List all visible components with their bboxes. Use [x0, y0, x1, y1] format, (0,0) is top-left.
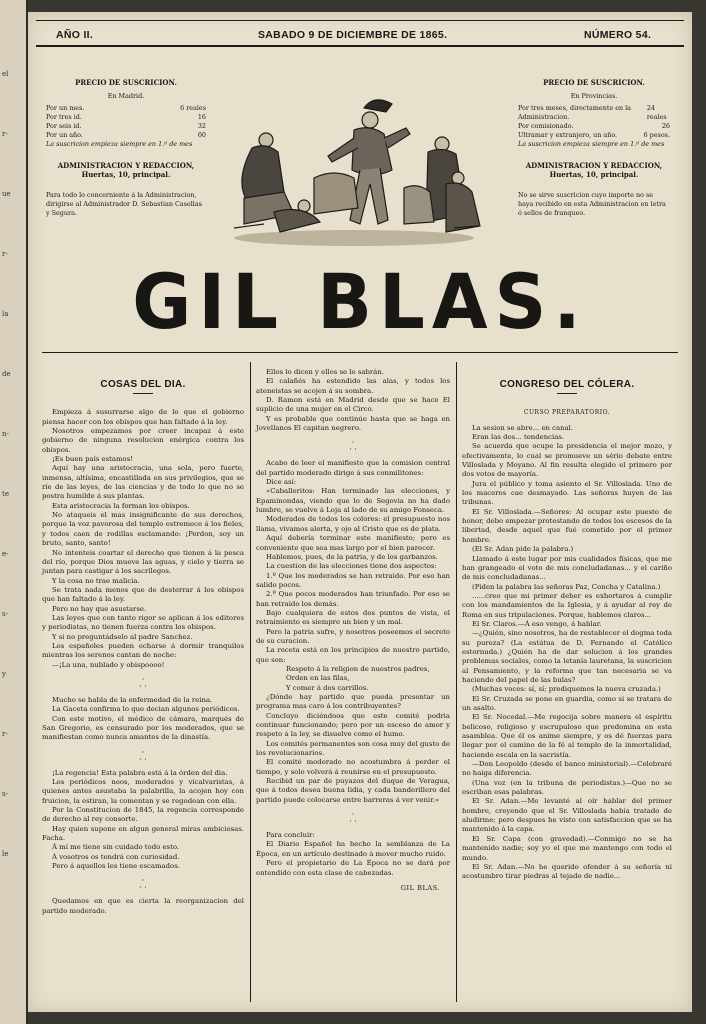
article-block — [462, 424, 672, 882]
column-divider-1 — [250, 362, 251, 1002]
price-period: Ultramar y extranjero, un año. — [518, 131, 618, 139]
paragraph: Se acuerda que ocupe la presidencia el mejor mozo, y efectivamente, lo cual se promueve un sério debate entre Villoslada y Moyano. Al fin resulta elegido el primero por dos votos de mayoría. — [462, 442, 672, 479]
paragraph: Se trata nada menos que de desterrar á los obispos que han faltado á la ley. — [42, 585, 244, 604]
previous-page-fragment: s- — [2, 610, 8, 618]
paragraph: El Diario Español ha hecho la semblanza de La Época, en un artículo destinado á mover mucho ruido. — [256, 840, 450, 858]
paragraph: Por la Constitucion de 1845, la regencia corresponde de derecho al rey consorte. — [42, 806, 244, 824]
paragraph: (Una voz (en la tribuna de periodistas.)—Que no se escriban esas palabras. — [462, 778, 672, 797]
paragraph: Y si no preguntádselo al padre Sanchez. — [52, 632, 193, 641]
previous-page-fragment: n- — [2, 430, 9, 438]
paragraph: Moderados de todos los colores: el presupuesto nos llama, vivamos alerta, y ojo al Cristo que es de plata. — [256, 515, 450, 533]
newspaper-title: GIL BLAS. — [132, 257, 588, 347]
admin-heading: ADMINISTRACION Y REDACCION, — [57, 161, 195, 170]
paragraph: El Sr. Cruzada se pone en guardia, como si se tratara de un asalto. — [462, 694, 672, 712]
paragraph: La receta está en los principios de nuestro partido, que son: — [256, 646, 450, 664]
paragraph: D. Ramon está en Madrid desde que se hace El suplicio de una mujer en el Circo. — [256, 396, 450, 414]
price-row — [518, 122, 670, 131]
previous-page-fragment: de — [2, 370, 11, 378]
paragraph: Los españoles pueden echarse á dormir tranquilos mientras los serenos cantan de noche: — [42, 641, 244, 660]
admin-heading: ADMINISTRACION Y REDACCION, — [525, 161, 663, 170]
paragraph: ¡Es buen país estamos! — [52, 455, 134, 464]
paragraph: El Sr. Claros.—Á eso vengo, á hablar. — [472, 619, 602, 628]
verse-line: Respeto á la religion de nuestros padres, — [286, 664, 430, 673]
article-block — [256, 459, 450, 665]
paragraph: Nosotros empezamos por creer incapaz á este gobierno de ninguna resolucion enérgica contra los obispos. — [42, 427, 244, 454]
paragraph: ......creo que mi primer deber es exhortaros á cumplir con los mandamientos de la Iglesia, y á ayudar al rey de Roma en sus tripulaciones. Porque, hablemos claros... — [462, 591, 672, 619]
paragraph: El Sr. Capa (con gravedad).—Conmigo no se ha mantenido nadie; soy yo el que me mantengo con todo el mundo. — [462, 834, 672, 862]
paragraph: El Sr. Adan.—Me levanté al oír hablar del primer hombre, creyendo que el Sr. Villoslada habia tratado de aludirme; pero despues he visto con satisfaccion que se ha mantenido á la capa. — [462, 797, 672, 834]
price-list — [46, 104, 206, 140]
masthead-illustration — [214, 78, 494, 253]
paragraph: 2.º Que pocos moderados han triunfado. Por eso se han retraido los demás. — [256, 590, 450, 608]
price-row — [46, 113, 206, 122]
paragraph: Hay quien supone en algun general miras ambiciosas. Facha. — [42, 824, 244, 843]
previous-page-fragment: te — [2, 490, 9, 498]
motto-verse — [256, 665, 450, 693]
admin-address: Huertas, 10, principal. — [549, 170, 639, 179]
subscription-madrid — [46, 78, 206, 218]
previous-page-edge — [0, 0, 28, 1024]
admin-info: Para todo lo concerniente á la Administracion, dirigirse al Administrador D. Sebastian Casellas y Segura. — [46, 191, 202, 217]
price-row — [46, 122, 206, 131]
previous-page-fragment: el — [2, 70, 9, 78]
paragraph: Acabo de leer el manifiesto que la comision central del partido moderado dirige á sus conmilitones: — [256, 459, 450, 477]
price-amount: 6 reales — [180, 104, 206, 112]
paragraph: (Muchas voces: sí, sí; prediquemos la nueva cruzada.) — [472, 685, 661, 694]
section-separator: · · · — [349, 438, 357, 455]
section-subheading: CURSO PREPARATORIO. — [523, 409, 611, 417]
previous-page-fragment: r- — [2, 730, 8, 738]
paragraph: Los comités permanentes son cosa muy del gusto de los revolucionarios. — [256, 739, 450, 758]
paragraph: Para concluir: — [266, 831, 315, 840]
section-heading: CONGRESO DEL CÓLERA. — [499, 379, 635, 390]
price-amount: 60 — [197, 131, 206, 139]
article-block — [256, 368, 450, 433]
heading-dash — [133, 393, 153, 394]
paragraph: ¿Dónde hay partido que pueda presentar un programa mas caro á los contribuyentes? — [256, 693, 450, 711]
year-label: AÑO II. — [56, 29, 94, 41]
paragraph: Llamado á este lugar por mis cualidades físicas, que me han grangeado el voto de mis concludadanas... y el cariño de mis concludadanas... — [462, 554, 672, 582]
price-amount: 16 — [197, 113, 206, 121]
paragraph: El Sr. Adan.—No he querido ofender á su señoría ni acostumbro tirar piedras al tejado de nadie... — [462, 862, 672, 881]
paragraph: El Sr. Villoslada.—Señores: Al ocupar este puesto de honor, debo empezar protestando de todos los escesos de la libertad, desde aquel que fué cometido por el primer hombre. — [462, 507, 672, 544]
column-middle — [256, 368, 450, 893]
paragraph: La Gaceta confirma lo que decian algunos periódicos. — [52, 705, 240, 714]
previous-page-fragment: la — [2, 310, 9, 318]
price-period: Por un mes. — [46, 104, 85, 112]
paragraph: (El Sr. Adan pide la palabra.) — [472, 545, 574, 554]
price-row — [518, 131, 670, 140]
heading-dash — [557, 393, 577, 394]
price-list — [518, 104, 670, 140]
section-separator: · · · — [139, 747, 147, 764]
paragraph: El Sr. Nocedal.—Me regocija sobre manera el espíritu belicoso, religioso y escrupuloso que predomina en esta asamblea. Que él os anime siempre, y os dé fuerzas para llegar por el camino de la fé al templo de la inmortalidad, haciendo escala en la sacristía. — [462, 713, 672, 759]
paragraph: «Caballeritos: Han terminado las elecciones, y Epaminondas, viendo que lo de Segovia no ha dado lumbre, se vuelve á Loja al lado de su amigo Fonseca. — [256, 487, 450, 515]
verse-line: Y comer á dos carrillos. — [286, 683, 369, 692]
paragraph: —¡La una, nublado y obispoooo! — [52, 660, 165, 669]
paragraph: ¡La regencia! Esta palabra está á la órden del dia. — [52, 768, 228, 777]
paragraph: Aquí debería terminar este manifiesto; pero es conveniente que sea mas largo por el bien parecer. — [256, 534, 450, 552]
column-divider-2 — [456, 362, 457, 1002]
paragraph: El comité moderado no acostumbra á perder el tiempo, y solo volverá á reunirse en el presupuesto. — [256, 758, 450, 776]
paragraph: Eran las dos... tendencias. — [472, 433, 565, 442]
previous-page-fragment: s- — [2, 790, 8, 798]
issue-date: SABADO 9 DE DICIEMBRE DE 1865. — [258, 29, 448, 41]
section-separator: · · · — [349, 810, 357, 827]
admin-address: Huertas, 10, principal. — [81, 170, 171, 179]
paragraph: Aquí hay una aristocracia, una sola, pero fuerte, inmensa, altísima, encastillada en sus privilegios, que se ríe de las leyes, de las ciencias y de todo lo que no se postra humilde á sus plantas. — [42, 464, 244, 501]
verse-line: Orden en las filas, — [286, 674, 350, 683]
subscription-place: En Provincias. — [570, 92, 618, 100]
paragraph: Hablemos, pues, de la patria, y de los garbanzos. — [266, 552, 438, 561]
paragraph: (Piden la palabra las señoras Paz, Concha y Catalina.) — [472, 582, 661, 591]
paragraph: Jura el público y toma asiento el Sr. Villoslada. Uno de los maceros cae desmayado. Las señoras huyen de las tribunas. — [462, 479, 672, 507]
price-period: Por tres meses, directamente en la Administracion. — [518, 104, 631, 121]
header-rule — [36, 45, 684, 47]
price-period: Por seis id. — [46, 122, 82, 130]
article-block — [42, 769, 244, 872]
paragraph: Pero la patria sufre, y nosotros poseemos el secreto de su curacion. — [256, 627, 450, 645]
subscription-note: La suscricion empieza siempre en 1.º de mes — [46, 140, 193, 148]
title-rule — [42, 352, 678, 353]
previous-page-fragment: ue — [2, 190, 11, 198]
paragraph: —¿Quién, sino nosotros, ha de restablecer el dogma toda su pureza? (La estátua de D. Fernando el Católico estornuda.) ¿Quién ha de dar solucion á los grandes problemas sociales, como la letanía lauretana, la suscricion al Pensamiento, y la reforma que tan necesaria se va haciendo del papel de las bulas? — [462, 629, 672, 684]
subscription-heading: PRECIO DE SUSCRICION. — [543, 78, 645, 87]
price-row — [46, 131, 206, 140]
paragraph: La sesion se abre... en canal. — [472, 423, 574, 432]
price-period: Por un año. — [46, 131, 83, 139]
paragraph: Y es probable que continúe hasta que se haga en Jovellanos El capitan negrero. — [256, 414, 450, 433]
paragraph: No intenteis coartar el derecho que tienen á la pesca del río, porque Dios mueve las aguas, y cielo y tierra se juntan para castigar á los sacrílegos. — [42, 548, 244, 576]
article-block — [256, 831, 450, 878]
subscription-provinces — [518, 78, 670, 218]
price-amount: 6 pesos. — [643, 131, 670, 139]
paragraph: Esta aristocracia la forman los obispos. — [52, 501, 190, 510]
price-amount: 24 reales — [646, 104, 667, 121]
paragraph: Los periódicos neos, moderados y vicalvaristas, á quienes antes asustaba la palabrilla, la acojen hoy con fruicion, la estiran, la comentan y se regodean con ella. — [42, 778, 244, 805]
paragraph: Concluyo diciéndoos que este comité podria continuar funcionando; pero por un esceso de amor y respeto á la ley, se disuelve como el humo. — [256, 711, 450, 739]
section-heading: COSAS DEL DIA. — [100, 379, 186, 390]
price-row — [46, 104, 206, 113]
article-block — [42, 408, 244, 670]
paragraph: Mucho se habla de la enfermedad de la reina. — [52, 695, 213, 704]
previous-page-fragment: r- — [2, 250, 8, 258]
article-block — [42, 897, 244, 916]
column-cosas-del-dia — [42, 372, 244, 916]
article-block — [256, 693, 450, 805]
paragraph: La cuestion de las elecciones tiene dos aspectos: — [266, 562, 437, 571]
previous-page-fragment: y — [2, 670, 6, 678]
paragraph: Pero no hay que asustarse. — [52, 604, 147, 613]
newspaper-page — [28, 12, 692, 1012]
article-block — [42, 696, 244, 743]
admin-info: No se sirve suscricion cuyo importe no se haya recibido en esta Administracion en letra ó sellos de franqueo. — [518, 191, 666, 217]
paragraph: Pero á aquellos les tiene escamados. — [52, 862, 180, 871]
paragraph: Pero el propietario de La Época no se dará por entendido con esta clase de cabezadas. — [256, 859, 450, 877]
previous-page-fragment: r- — [2, 130, 8, 138]
section-separator: · · · — [139, 876, 147, 893]
paragraph: Á mí me tiene sin cuidado todo esto. — [52, 843, 180, 852]
paragraph: Y la cosa no trae malicia. — [52, 576, 140, 585]
paragraph: Recibid un par de puyazos del duque de Veragua, que á todos desea buena lidia, y cada banderillero del partido puede colocarse entre barreras á ver venir.» — [256, 777, 450, 804]
price-period: Por comisionado. — [518, 122, 574, 130]
previous-page-fragment: e- — [2, 550, 9, 558]
section-separator: · · · — [139, 674, 147, 691]
issue-number: NÚMERO 54. — [584, 29, 652, 41]
paragraph: Á vosotros os tendrá con curiosidad. — [52, 852, 180, 861]
paragraph: Ellos lo dicen y ellos se lo sabrán. — [266, 368, 384, 376]
paragraph: Con este motivo, el médico de cámara, marqués de San Gregorio, es censurado por los moderados, que se manifiestan como nunca amantes de la dinastía. — [42, 714, 244, 742]
price-period: Por tres id. — [46, 113, 82, 121]
paragraph: 1.º Que los moderados se han retraido. Por eso han salido pocos. — [256, 571, 450, 589]
signature: GIL BLAS. — [400, 883, 440, 892]
paragraph: No ataqueis el mas insignificante de sus derechos, porque la voz pavorosa del templo estremece á los fieles, y todos caen de rodillas esclamando: ¡Perdon, soy un bruto, santo, santo! — [42, 511, 244, 548]
paragraph: Dice así: — [266, 478, 297, 487]
paragraph: El calañés ha estendido las alas, y todos los ateneistas se acojen á su sombra. — [256, 377, 450, 395]
column-congreso-del-colera — [462, 372, 672, 882]
paragraph: —Don Leopoldo (desde el banco ministerial).—Celebraré no haiga diferencia. — [462, 760, 672, 778]
previous-page-fragment: le — [2, 850, 9, 858]
paragraph: Bajo cualquiera de estos dos puntos de vista, el retraimiento es siempre un bien y un mal. — [256, 608, 450, 627]
price-amount: 26 — [661, 122, 670, 130]
subscription-heading: PRECIO DE SUSCRICION. — [75, 78, 177, 87]
top-border — [36, 20, 684, 21]
subscription-note: La suscricion empieza siempre en 1.º de mes — [518, 140, 665, 148]
paragraph: Las leyes que con tanto rigor se aplican á los editores y periodistas, no tienen fuerza contra los obispos. — [42, 613, 244, 632]
price-amount: 32 — [197, 122, 206, 130]
paragraph: Empieza á susurrarse algo de lo que el gobierno piensa hacer con los obispos que han faltado á la ley. — [42, 408, 244, 426]
price-row — [518, 104, 670, 122]
paragraph: Quedamos en que es cierta la reorganizacion del partido moderado. — [42, 897, 244, 915]
subscription-place: En Madrid. — [107, 92, 145, 100]
